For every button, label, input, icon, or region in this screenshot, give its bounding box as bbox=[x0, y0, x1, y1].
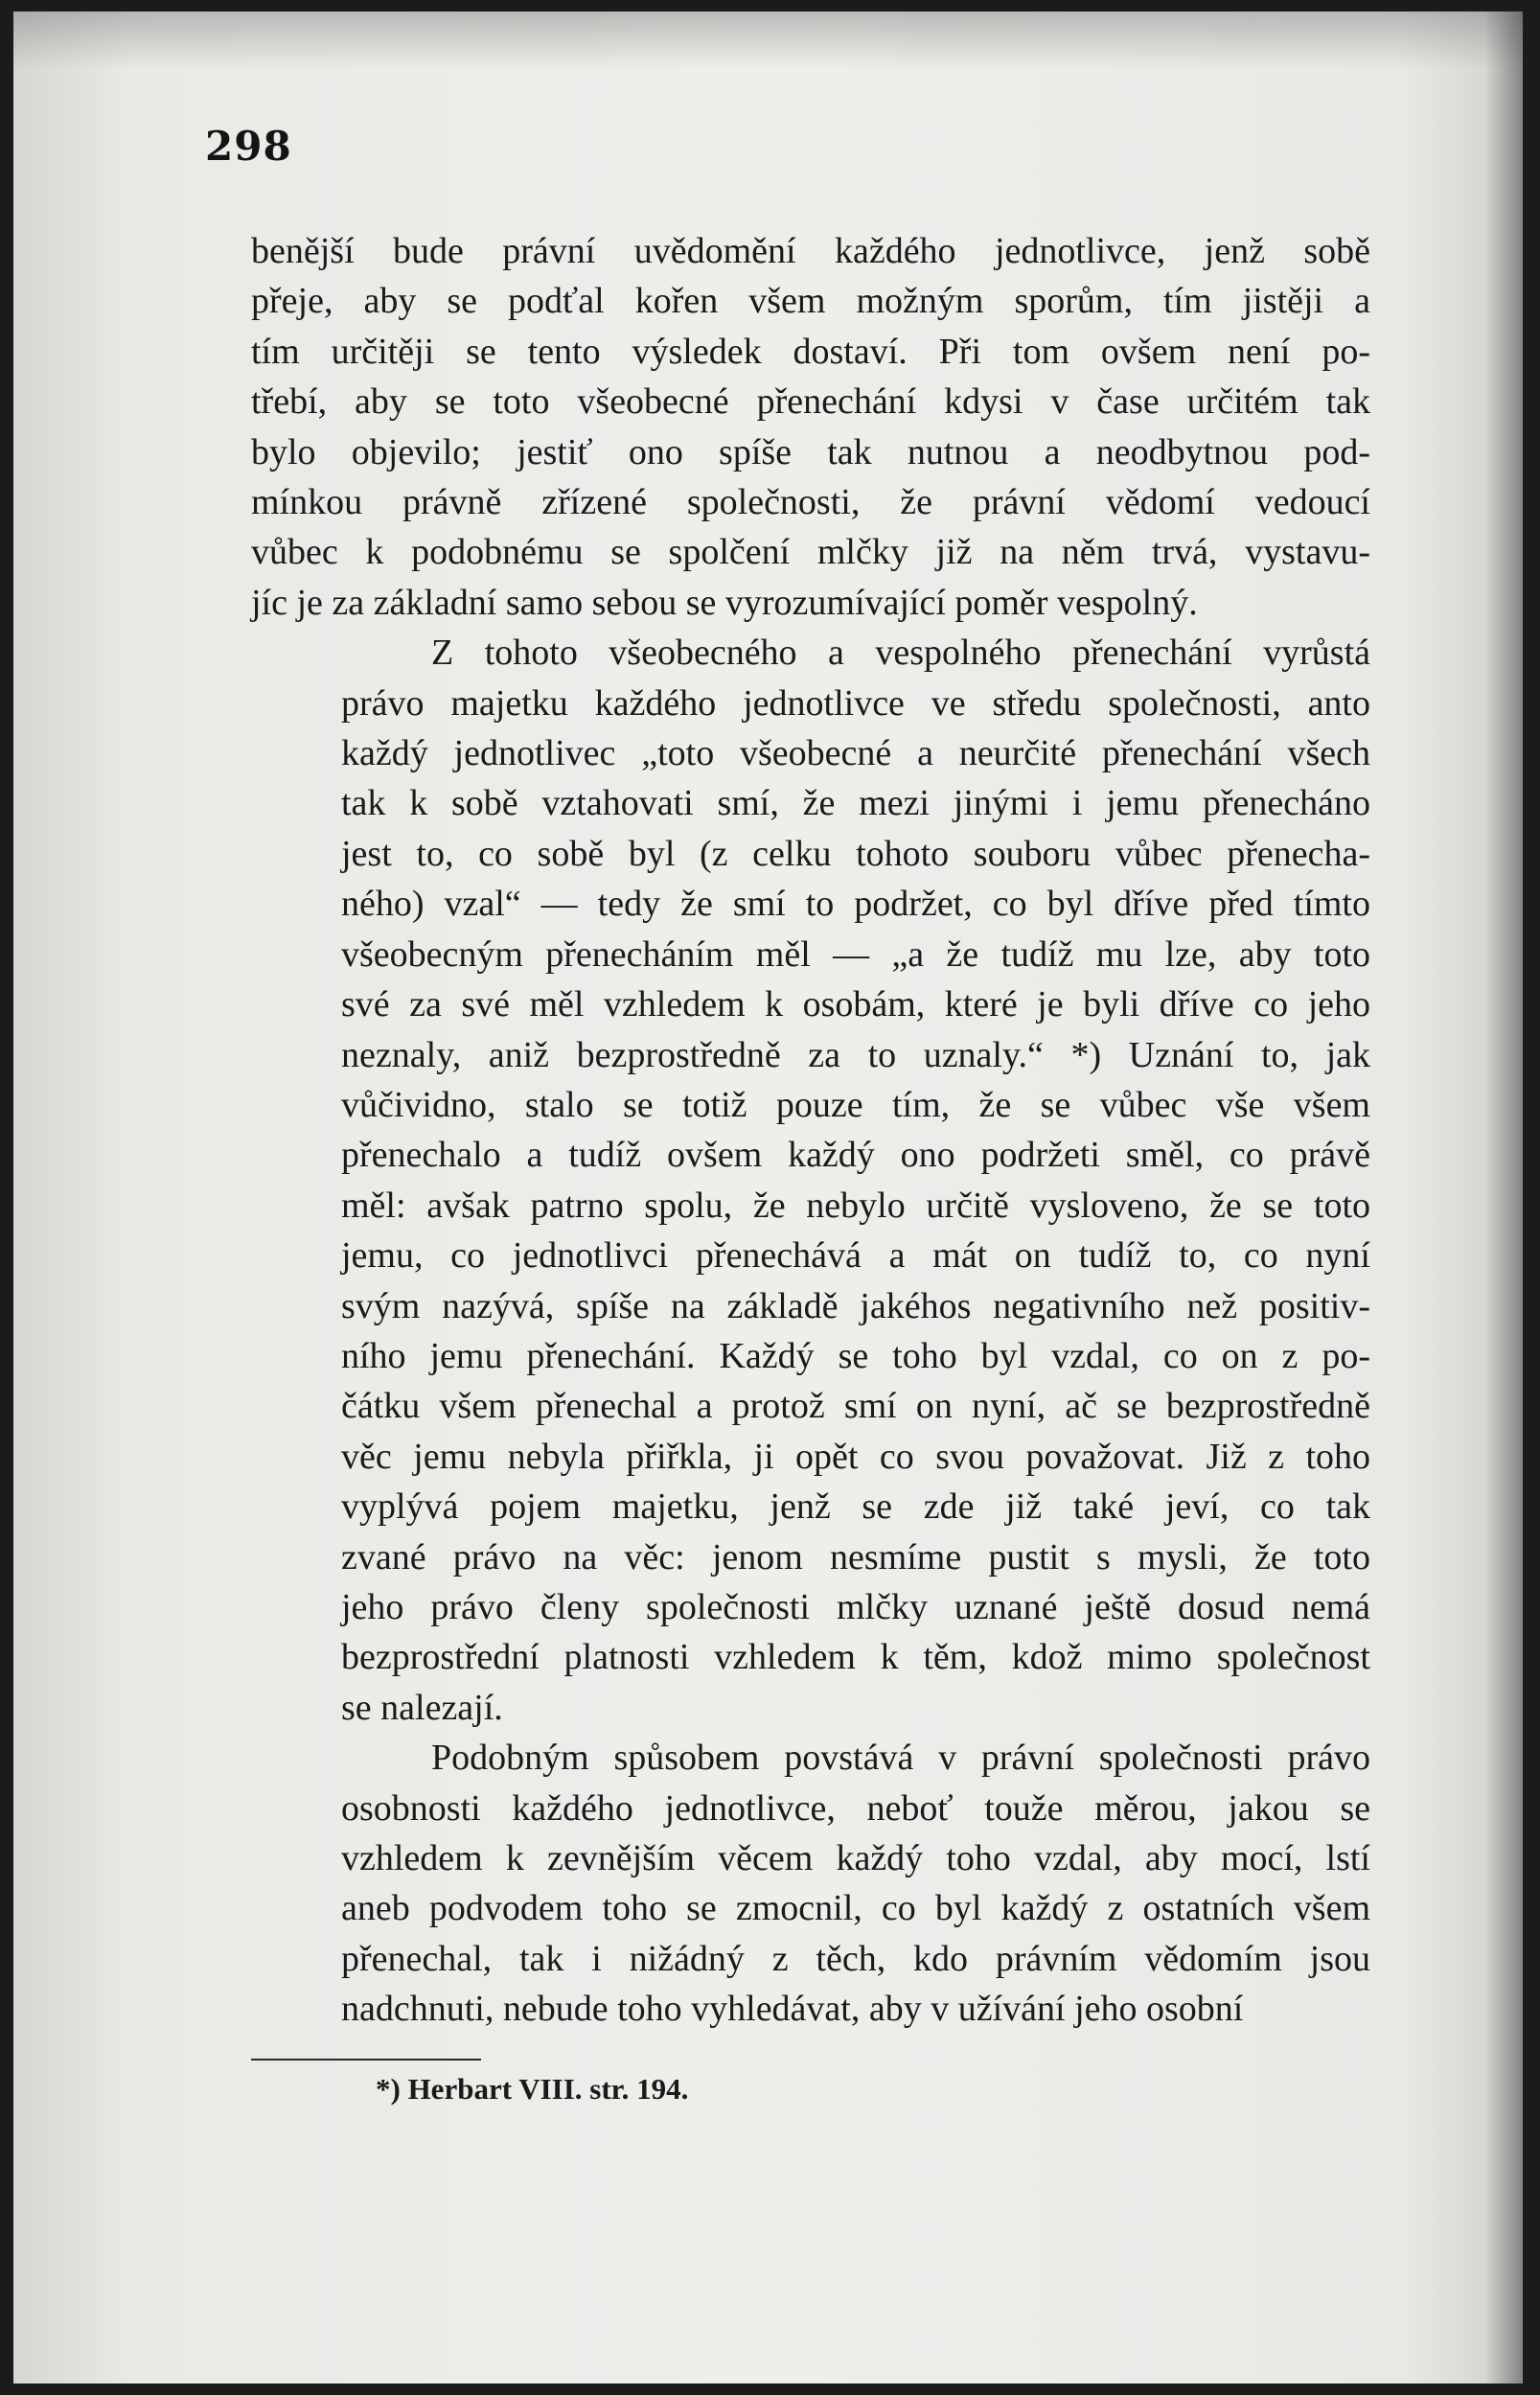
text-line: neznaly, aniž bezprostředně za to uznaly.“ *) Uznání to, jak bbox=[341, 1034, 1370, 1075]
text-line: přenechal, tak i nižádný z těch, kdo právním vědomím jsou bbox=[341, 1938, 1370, 1979]
footnote: *) Herbart VIII. str. 194. bbox=[376, 2072, 689, 2106]
text-line: jeho právo členy společnosti mlčky uznané ještě dosud nemá bbox=[341, 1586, 1370, 1627]
text-line: tak k sobě vztahovati smí, že mezi jinými i jemu přenecháno bbox=[341, 783, 1370, 824]
paragraph-1 bbox=[251, 226, 1370, 628]
paragraph-2 bbox=[251, 628, 1370, 1733]
body-text bbox=[251, 226, 1370, 2035]
footnote-divider bbox=[251, 2059, 481, 2061]
text-line: Podobným spůsobem povstává v právní společnosti právo bbox=[431, 1738, 1370, 1779]
text-line: vůbec k podobnému se spolčení mlčky již na něm trvá, vystavu- bbox=[251, 532, 1370, 573]
text-line: věc jemu nebyla přiřkla, ji opět co svou považovat. Již z toho bbox=[341, 1436, 1370, 1477]
text-line: aneb podvodem toho se zmocnil, co byl každý z ostatních všem bbox=[341, 1888, 1370, 1929]
text-line: bylo objevilo; jestiť ono spíše tak nutnou a neodbytnou pod- bbox=[251, 431, 1370, 472]
text-line: vyplývá pojem majetku, jenž se zde již také jeví, co tak bbox=[341, 1486, 1370, 1528]
text-line: přenechalo a tudíž ovšem každý ono podržeti směl, co právě bbox=[341, 1135, 1370, 1176]
text-line: každý jednotlivec „toto všeobecné a neurčité přenechání všech bbox=[341, 733, 1370, 774]
text-line: všeobecným přenecháním měl — „a že tudíž mu lze, aby toto bbox=[341, 933, 1370, 975]
text-line: nadchnuti, nebude toho vyhledávat, aby v užívání jeho osobní bbox=[341, 1989, 1244, 2030]
text-line: bezprostřední platnosti vzhledem k těm, kdož mimo společnost bbox=[341, 1637, 1370, 1678]
text-line: jemu, co jednotlivci přenechává a mát on tudíž to, co nyní bbox=[341, 1235, 1370, 1277]
text-line: osobnosti každého jednotlivce, neboť touže měrou, jakou se bbox=[341, 1787, 1370, 1829]
text-line: vůčividno, stalo se totiž pouze tím, že se vůbec vše všem bbox=[341, 1084, 1370, 1125]
text-line: jest to, co sobě byl (z celku tohoto souboru vůbec přenecha- bbox=[341, 833, 1370, 874]
text-line: čátku všem přenechal a protož smí on nyní, ač se bezprostředně bbox=[341, 1386, 1370, 1427]
text-line: jíc je za základní samo sebou se vyrozumívající poměr vespolný. bbox=[251, 582, 1198, 623]
text-line: ného) vzal“ — tedy že smí to podržet, co byl dříve před tímto bbox=[341, 884, 1370, 925]
text-line: tím určitěji se tento výsledek dostaví. Při tom ovšem není po- bbox=[251, 331, 1370, 372]
text-line: měl: avšak patrno spolu, že nebylo určitě vysloveno, že se toto bbox=[341, 1185, 1370, 1226]
scan-shadow-top bbox=[13, 12, 1523, 69]
text-line: právo majetku každého jednotlivce ve středu společnosti, anto bbox=[341, 682, 1370, 724]
scan-shadow-right bbox=[1484, 12, 1523, 2383]
text-line: své za své měl vzhledem k osobám, které je byli dříve co jeho bbox=[341, 984, 1370, 1025]
text-line: vzhledem k zevnějším věcem každý toho vzdal, aby mocí, lstí bbox=[341, 1838, 1370, 1878]
text-line: se nalezají. bbox=[341, 1687, 503, 1728]
paragraph-3 bbox=[251, 1733, 1370, 2034]
text-line: třebí, aby se toto všeobecné přenechání kdysi v čase určitém tak bbox=[251, 381, 1370, 423]
text-line: přeje, aby se podťal kořen všem možným sporům, tím jistěji a bbox=[251, 281, 1370, 322]
text-line: zvané právo na věc: jenom nesmíme pustit s mysli, že toto bbox=[341, 1536, 1370, 1577]
text-line: Z tohoto všeobecného a vespolného přenechání vyrůstá bbox=[431, 633, 1370, 674]
text-line: ního jemu přenechání. Každý se toho byl vzdal, co on z po- bbox=[341, 1335, 1370, 1376]
text-line: svým nazývá, spíše na základě jakéhos negativního než positiv- bbox=[341, 1285, 1370, 1326]
page-number: 298 bbox=[205, 123, 292, 170]
text-line: mínkou právně zřízené společnosti, že právní vědomí vedoucí bbox=[251, 482, 1370, 523]
text-line: benější bude právní uvědomění každého jednotlivce, jenž sobě bbox=[251, 231, 1370, 271]
